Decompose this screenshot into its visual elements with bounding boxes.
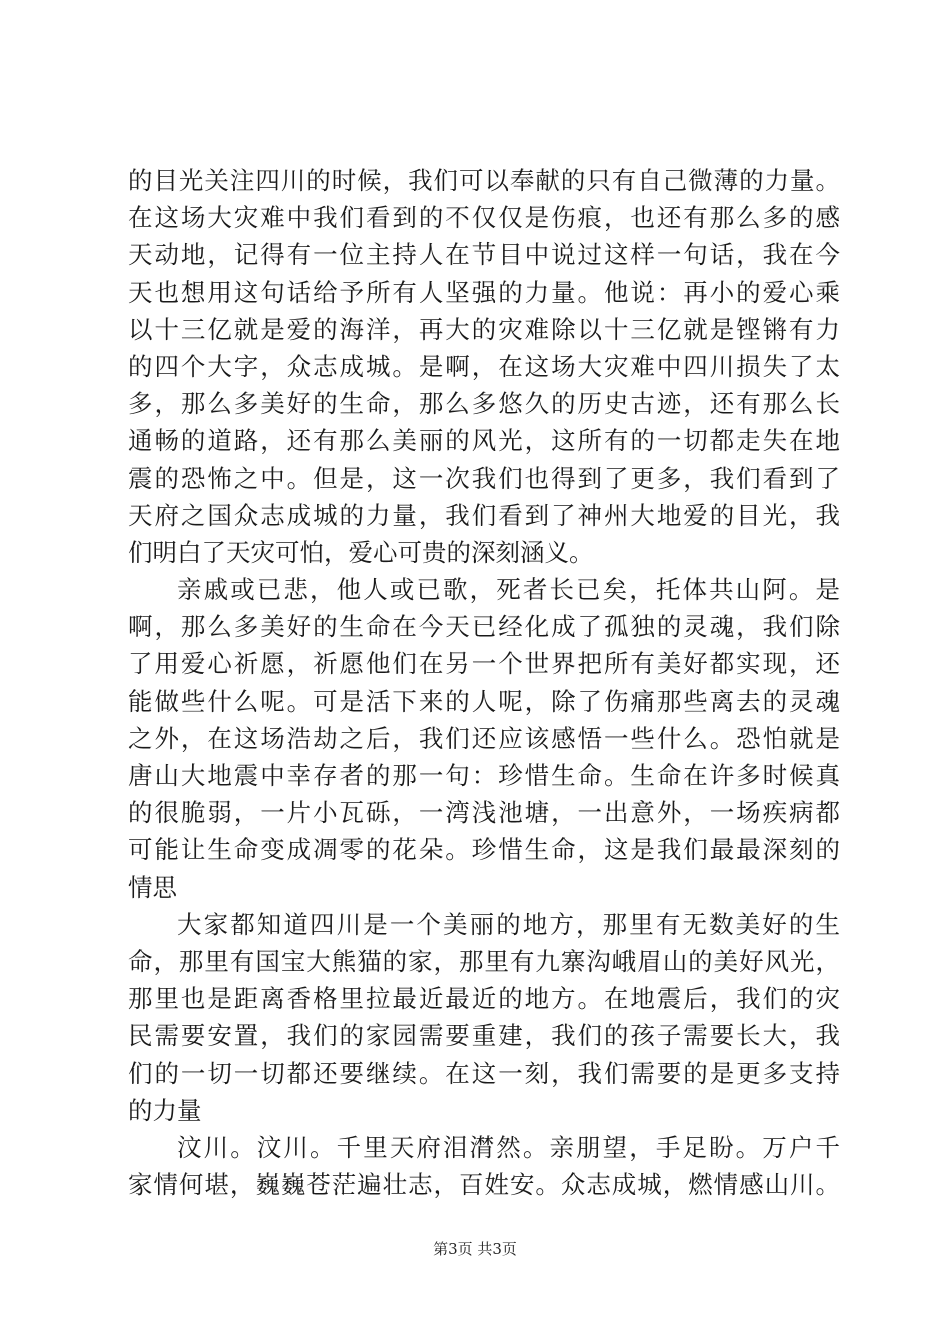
- text-line: 了用爱心祈愿，祈愿他们在另一个世界把所有美好都实现，还: [128, 649, 840, 679]
- text-line: 唐山大地震中幸存者的那一句：珍惜生命。生命在许多时候真: [128, 761, 840, 790]
- text-line: 能做些什么呢。可是活下来的人呢，除了伤痛那些离去的灵魂: [128, 686, 840, 716]
- text-line: 命，那里有国宝大熊猫的家，那里有九寨沟峨眉山的美好风光，: [128, 946, 840, 976]
- text-line: 震的恐怖之中。但是，这一次我们也得到了更多，我们看到了: [128, 463, 840, 493]
- text-line: 啊，那么多美好的生命在今天已经化成了孤独的灵魂，我们除: [128, 612, 840, 642]
- text-line: 可能让生命变成凋零的花朵。珍惜生命，这是我们最最深刻的: [128, 835, 840, 865]
- text-line: 天府之国众志成城的力量，我们看到了神州大地爱的目光，我: [128, 500, 840, 530]
- text-line: 在这场大灾难中我们看到的不仅仅是伤痕，也还有那么多的感: [128, 203, 840, 233]
- text-line: 们的一切一切都还要继续。在这一刻，我们需要的是更多支持: [128, 1058, 840, 1088]
- text-line: 家情何堪，巍巍苍茫遍壮志，百姓安。众志成城，燃情感山川。: [128, 1170, 840, 1200]
- text-line: 的力量: [128, 1095, 202, 1125]
- paragraph-first-line: 亲戚或已悲，他人或已歌，死者长已矣，托体共山阿。是: [177, 575, 840, 605]
- text-line: 天也想用这句话给予所有人坚强的力量。他说：再小的爱心乘: [128, 277, 840, 307]
- text-line: 多，那么多美好的生命，那么多悠久的历史古迹，还有那么长: [128, 389, 840, 419]
- text-line: 之外，在这场浩劫之后，我们还应该感悟一些什么。恐怕就是: [128, 723, 840, 753]
- page-footer: 第3页 共3页: [433, 1240, 517, 1258]
- text-line: 那里也是距离香格里拉最近最近的地方。在地震后，我们的灾: [128, 984, 840, 1014]
- text-line: 通畅的道路，还有那么美丽的风光，这所有的一切都走失在地: [128, 426, 840, 456]
- text-line: 的目光关注四川的时候，我们可以奉献的只有自己微薄的力量。: [128, 166, 840, 195]
- text-line: 以十三亿就是爱的海洋，再大的灾难除以十三亿就是铿锵有力: [128, 314, 840, 344]
- document-body: [128, 162, 840, 1203]
- text-line: 们明白了天灾可怕，爱心可贵的深刻涵义。: [128, 537, 594, 567]
- text-line: 天动地，记得有一位主持人在节目中说过这样一句话，我在今: [128, 240, 840, 270]
- text-line: 的四个大字，众志成城。是啊，在这场大灾难中四川损失了太: [128, 351, 840, 381]
- text-line: 民需要安置，我们的家园需要重建，我们的孩子需要长大，我: [128, 1021, 840, 1051]
- paragraph-first-line: 汶川。汶川。千里天府泪潸然。亲朋望，手足盼。万户千: [177, 1132, 840, 1162]
- text-line: 的很脆弱，一片小瓦砾，一湾浅池塘，一出意外，一场疾病都: [128, 798, 840, 828]
- paragraph-first-line: 大家都知道四川是一个美丽的地方，那里有无数美好的生: [177, 909, 840, 939]
- text-line: 情思: [128, 872, 177, 902]
